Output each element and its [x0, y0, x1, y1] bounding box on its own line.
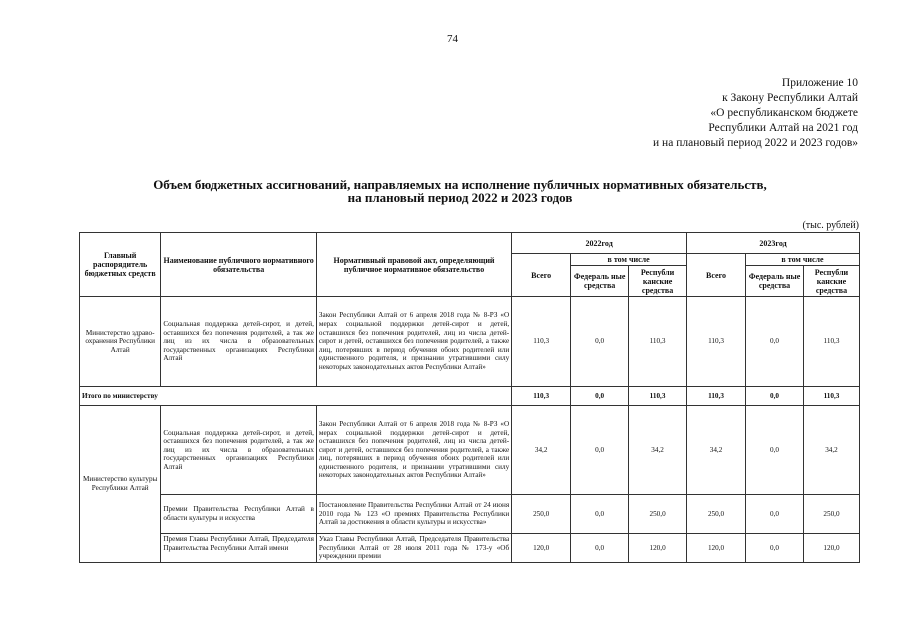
manager-cell: Министерство культуры Республики Алтай	[80, 406, 161, 563]
value-cell: 120,0	[629, 534, 687, 563]
total-value: 110,3	[629, 387, 687, 406]
header-year-2022: 2022год	[512, 233, 687, 254]
obligations-table	[79, 232, 860, 563]
header-obligation: Наименование публичного нормативного обязательства	[161, 233, 317, 297]
value-cell: 0,0	[571, 495, 629, 534]
appendix-line: «О республиканском бюджете	[710, 107, 858, 119]
act-cell: Указ Главы Республики Алтай, Председателя Правительства Республики Алтай от 28 июля 2011 года № 173-у «Об учреждении премии	[316, 534, 511, 563]
unit-label: (тыс. рублей)	[802, 220, 859, 231]
header-republic-2023: Республи канские средства	[803, 266, 859, 297]
header-federal-2023: Федераль ные средства	[746, 266, 804, 297]
value-cell: 34,2	[687, 406, 746, 495]
value-cell: 0,0	[746, 406, 804, 495]
total-value: 0,0	[746, 387, 804, 406]
appendix-line: Республики Алтай на 2021 год	[708, 122, 858, 134]
page-number: 74	[447, 33, 458, 45]
total-value: 110,3	[512, 387, 571, 406]
value-cell: 250,0	[512, 495, 571, 534]
value-cell: 250,0	[803, 495, 859, 534]
value-cell: 34,2	[629, 406, 687, 495]
table-row	[80, 495, 860, 534]
document-title	[60, 178, 860, 204]
header-republic-2022: Республи канские средства	[629, 266, 687, 297]
value-cell: 110,3	[803, 297, 859, 387]
header-year-2023: 2023год	[687, 233, 860, 254]
title-line-1: Объем бюджетных ассигнований, направляемых на исполнение публичных нормативных обязательств,	[153, 177, 767, 192]
value-cell: 34,2	[512, 406, 571, 495]
value-cell: 110,3	[687, 297, 746, 387]
value-cell: 120,0	[803, 534, 859, 563]
value-cell: 120,0	[512, 534, 571, 563]
obligation-cell: Премии Правительства Республики Алтай в области культуры и искусства	[161, 495, 317, 534]
value-cell: 250,0	[687, 495, 746, 534]
value-cell: 0,0	[571, 297, 629, 387]
obligation-cell: Премия Главы Республики Алтай, Председателя Правительства Республики Алтай имени	[161, 534, 317, 563]
value-cell: 250,0	[629, 495, 687, 534]
value-cell: 34,2	[803, 406, 859, 495]
total-row	[80, 387, 860, 406]
table-row	[80, 297, 860, 387]
table-row	[80, 534, 860, 563]
header-incl-2022: в том числе	[571, 254, 687, 266]
value-cell: 110,3	[629, 297, 687, 387]
appendix-block	[653, 76, 858, 151]
act-cell: Закон Республики Алтай от 6 апреля 2018 года № 8-РЗ «О мерах социальной поддержки детей-сирот и детей, оставшихся без попечения родителей, лиц из числа детей-сирот и детей, оставшихся без попечения родителей, а также лиц, потерявших в период обучения обоих родителей или единственного родителя, и признании утратившими силу некоторых законодательных актов Республики Алтай»	[316, 406, 511, 495]
act-cell: Закон Республики Алтай от 6 апреля 2018 года № 8-РЗ «О мерах социальной поддержки детей-сирот и детей, оставшихся без попечения родителей, лиц из числа детей-сирот и детей, оставшихся без попечения родителей, а также лиц, потерявших в период обучения обоих родителей или единственного родителя, и признании утратившими силу некоторых законодательных актов Республики Алтай»	[316, 297, 511, 387]
title-line-2: на плановый период 2022 и 2023 годов	[347, 190, 573, 205]
appendix-line: и на плановый период 2022 и 2023 годов»	[653, 137, 858, 149]
total-label: Итого по министерству	[80, 387, 512, 406]
act-cell: Постановление Правительства Республики Алтай от 24 июня 2010 года № 123 «О премиях Правительства Республики Алтай за достижения в области культуры и искусства»	[316, 495, 511, 534]
obligation-cell: Социальная поддержка детей-сирот, и детей, оставшихся без попечения родителей, а так же лиц из их числа в образовательных государственных организациях Республики Алтай	[161, 406, 317, 495]
value-cell: 0,0	[746, 495, 804, 534]
total-value: 110,3	[803, 387, 859, 406]
header-total-2023: Всего	[687, 254, 746, 297]
value-cell: 0,0	[571, 534, 629, 563]
appendix-line: Приложение 10	[781, 77, 858, 89]
value-cell: 110,3	[512, 297, 571, 387]
header-manager: Главный распорядитель бюджетных средств	[80, 233, 161, 297]
value-cell: 0,0	[746, 534, 804, 563]
appendix-line: к Закону Республики Алтай	[722, 92, 858, 104]
value-cell: 0,0	[571, 406, 629, 495]
value-cell: 0,0	[746, 297, 804, 387]
header-act: Нормативный правовой акт, определяющий публичное нормативное обязательство	[316, 233, 511, 297]
table-row	[80, 406, 860, 495]
obligation-cell: Социальная поддержка детей-сирот, и детей, оставшихся без попечения родителей, а так же лиц из их числа в образовательных государственных организациях Республики Алтай	[161, 297, 317, 387]
header-federal-2022: Федераль ные средства	[571, 266, 629, 297]
header-total-2022: Всего	[512, 254, 571, 297]
manager-cell: Министерство здраво-охранения Республики Алтай	[80, 297, 161, 387]
value-cell: 120,0	[687, 534, 746, 563]
total-value: 0,0	[571, 387, 629, 406]
header-incl-2023: в том числе	[746, 254, 860, 266]
total-value: 110,3	[687, 387, 746, 406]
